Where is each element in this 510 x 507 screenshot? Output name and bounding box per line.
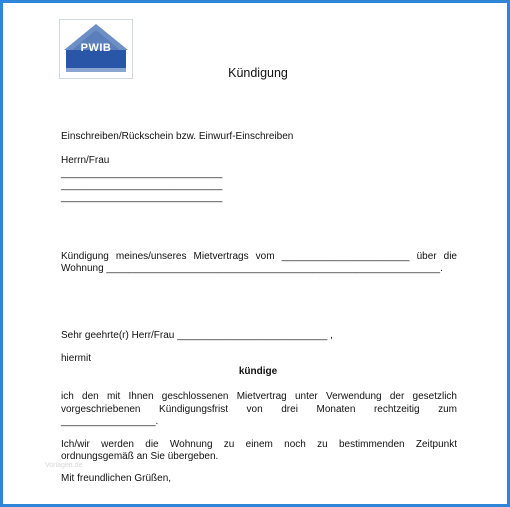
- watermark: Vorlagen.de: [45, 462, 83, 469]
- recipient-line-2: _____________________________: [61, 180, 223, 191]
- recipient-line-1: _____________________________: [61, 168, 223, 179]
- terminate-word: kündige: [238, 366, 278, 377]
- paragraph-1-line-2: vorgeschriebenen Kündigungsfrist von drei Monaten rechtzeitig zum: [61, 404, 457, 415]
- paragraph-1-line-3: _________________.: [61, 416, 159, 427]
- logo-text: PWIB: [80, 42, 112, 54]
- paragraph-2-line-2: ordnungsgemäß an Sie übergeben.: [61, 451, 219, 462]
- greeting: Sehr geehrte(r) Herr/Frau ___________________________ ,: [61, 330, 333, 341]
- recipient-salutation: Herrn/Frau: [61, 155, 110, 166]
- hereby-text: hiermit: [61, 353, 92, 364]
- termination-line-1: Kündigung meines/unseres Mietvertrags vom _______________________ über die: [61, 251, 457, 262]
- paragraph-1-line-1: ich den mit Ihnen geschlossenen Mietvertrag unter Verwendung der gesetzlich: [61, 391, 457, 402]
- registered-mail-line: Einschreiben/Rückschein bzw. Einwurf-Einschreiben: [61, 131, 294, 142]
- page-title: Kündigung: [228, 66, 288, 80]
- paragraph-2-line-1: Ich/wir werden die Wohnung zu einem noch zu bestimmenden Zeitpunkt: [61, 439, 457, 450]
- termination-line-2: Wohnung ____________________________________________________________.: [61, 263, 443, 274]
- closing: Mit freundlichen Grüßen,: [61, 473, 172, 484]
- recipient-line-3: _____________________________: [61, 192, 223, 203]
